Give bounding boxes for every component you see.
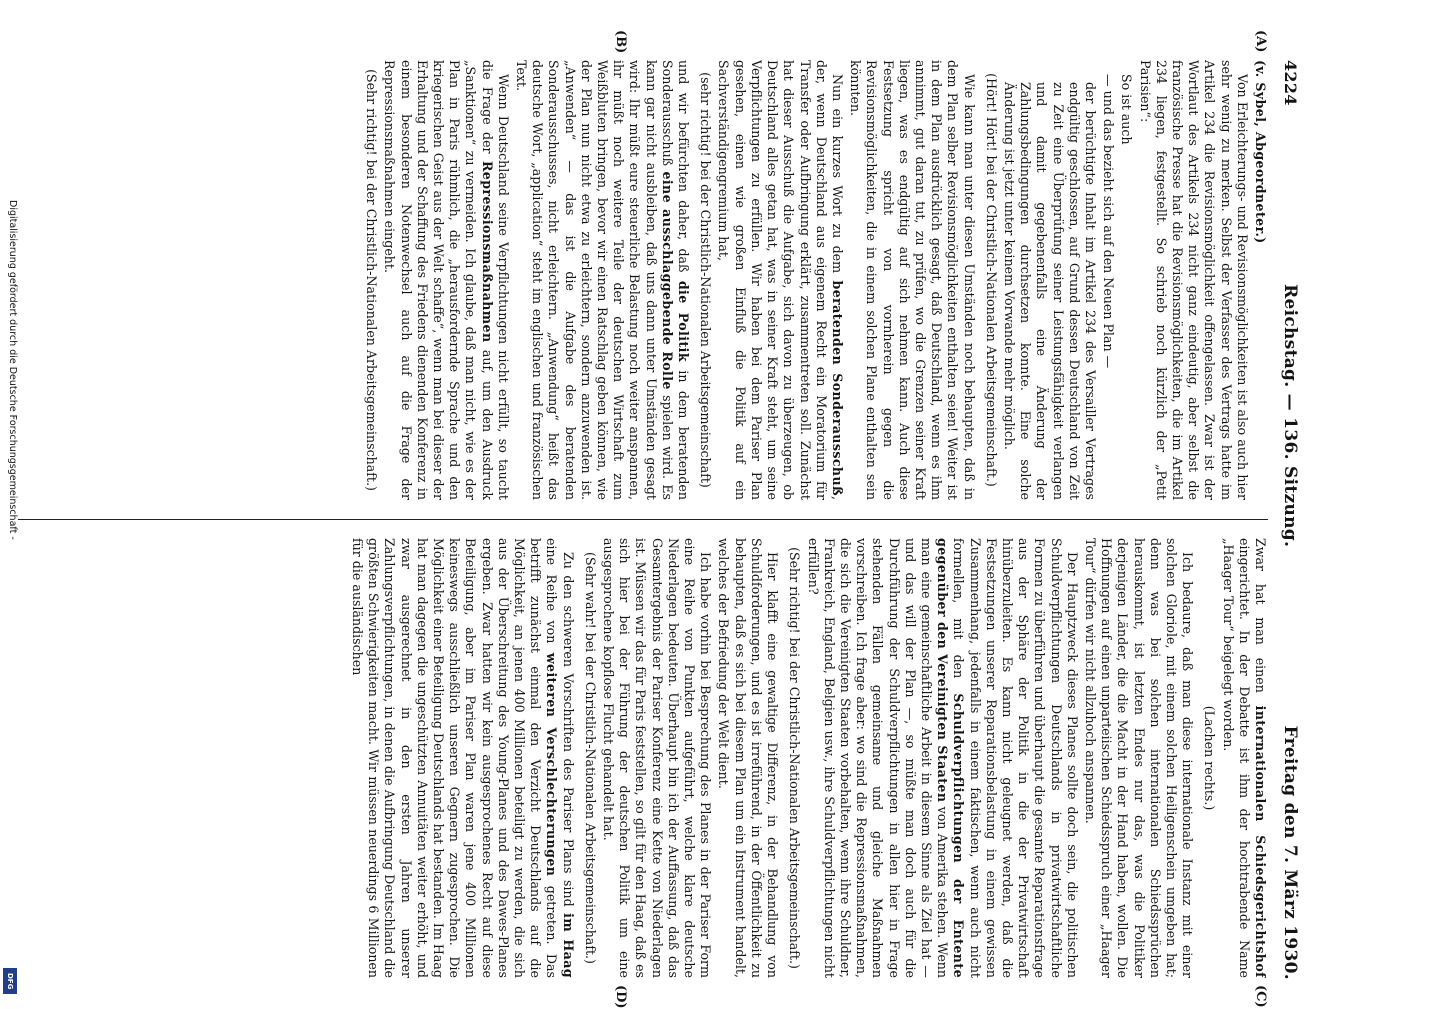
paragraph: Der Hauptzweck dieses Planes sollte doch sein, die politischen Schuldverpflichtungen Deutschlands in privatwirtschaftliche Formen zu überführen und überhaupt die gesamte Reparationsfrage aus der Sphäre der Politik in die der Privatwirtschaft hinüberzuleiten. Es kann nicht geleugnet werden, daß die Festsetzungen unserer Reparationsbelastung in einem gewissen Zusammenhang, jedenfalls in einem faktischen, wenn auch nicht formellen, mit den Schuldverpflichtungen der Entente gegenüber den Vereinigten Staaten von Amerika stehen. Wenn man eine gemeinschaftliche Arbeit in diesem Sinne als Ziel hat — und das will der Plan —, so müßte man doch auch für die Durchführung der Schuldverpflichtungen in allen hier in Frage stehenden Fällen gemeinsame und gleiche Maßnahmen vorschreiben. Ich frage aber: wo sind die Repressionsmaßnahmen, die sich die Vereinigten Staaten vorbehalten, wenn ihre Schuldner, Frankreich, England, Belgien usw., ihre Schuldverpflichtungen nicht erfüllen? — [805, 538, 1080, 978]
paragraph: Wie kann man unter diesen Umständen noch behaupten, daß in dem Plan selber Revisionsmöglichkeiten enthalten seien! Weiter ist in dem Plan ausdrücklich gesagt, daß Deutschland, wenn es ihm annimmt, gut daran tut, zu prüfen, wo die Grenzen seiner Kraft liegen, was es endgültig auf sich nehmen kann. Auch diese Festsetzung spricht von vornherein gegen die Revisionsmöglichkeiten, die in einem solchen Plane enthalten sein könnten. — [848, 60, 977, 500]
column-divider — [18, 519, 1268, 520]
margin-marker-b: (B) — [613, 30, 628, 54]
paragraph: — und das bezieht sich auf den Neuen Plan — — [1101, 74, 1117, 369]
dfg-logo: DFG — [3, 968, 17, 994]
right-column — [18, 538, 1268, 978]
margin-marker-c: (C) — [1253, 985, 1268, 1008]
text-columns — [18, 30, 1268, 1009]
paragraph: Hier klafft eine gewaltige Differenz, in der Behandlung von Schuldforderungen, und es ist irreführend, in der Öffentlichkeit zu behaupten, daß es sich bei diesem Plan um ein Instrument handelt, welches der Befriedung der Welt dient. — [716, 538, 781, 978]
header-date: Freitag den 7. März 1930. — [1280, 725, 1300, 980]
paragraph: Zwar hat man einen internationalen Schiedsgerichtshof eingerichtet. In der Debatte ist ihm der hochtrabende Name „Haager Tour“ beigelegt worden. — [1220, 538, 1268, 978]
header-session: Reichstag. — 136. Sitzung. — [1280, 284, 1300, 548]
paragraph: Von Erleichterungs- und Revisionsmöglichkeiten ist also auch hier sehr wenig zu merken. Selbst der Verfasser des Vertrags hatte im Artikel 234 die Revisionsmöglichkeit offengelassen. Zwar ist der Wortlaut des Artikels 234 nicht ganz eindeutig, aber selbst die französische Presse hat die Revisionsmöglichkeiten, die im Artikel 234 liegen, festgestellt. So schrieb noch kürzlich der „Petit Parisien“: — [1137, 60, 1250, 500]
quote-paragraph: der berüchtigte Inhalt im Artikel 234 des Versailler Vertrages endgültig geschlossen, auf Grund dessen Deutschland von Zeit zu Zeit eine Überprüfung seiner Leistungsfähigkeit verlangen und damit gegebenenfalls eine Änderung der Zahlungsbedingungen durchsetzen konnte. Eine solche Änderung ist jetzt unter keinem Vorwande mehr möglich. — [1001, 82, 1098, 500]
interjection: (Sehr wahr! bei der Christlich-Nationalen Arbeitsgemeinschaft.) — [582, 552, 598, 964]
margin-marker-a: (A) — [1253, 30, 1268, 53]
page-header — [1276, 60, 1300, 980]
interjection: (Sehr richtig! bei der Christlich-Nationalen Arbeitsgemeinschaft.) — [364, 69, 380, 491]
paragraph: Ich habe vorhin bei Besprechung des Planes in der Pariser Form eine Reihe von Punkten aufgeführt, welche klare deutsche Niederlagen bedeuten. Überhaupt bin ich der Auffassung, daß das Gesamtergebnis der Pariser Konferenz eine Kette von Niederlagen ist. Müssen wir das für Paris feststellen, so gilt für den Haag, daß es sich hier bei der Führung der deutschen Politik um eine ausgesprochene kopflose Flucht gehandelt hat. — [601, 538, 714, 978]
speaker-label: (v. Sybel, Abgeordneter.) — [1253, 60, 1268, 244]
margin-marker-d: (D) — [613, 985, 628, 1009]
interjection: (Hört! Hört! bei der Christlich-Nationalen Arbeitsgemeinschaft.) — [983, 73, 999, 487]
paragraph: Zu den schweren Vorschriften des Pariser Plans sind im Haag eine Reihe von weiteren Verschlechterungen getreten. Das betrifft zunächst einmal den Verzicht Deutschlands auf die Möglichkeit, an jenen 400 Millionen beteiligt zu werden, die sich aus der Überschreitung des Young-Planes und des Dawes-Planes ergeben. Zwar hatten wir kein ausgesprochenes Recht auf diese Beteiligung, aber im Pariser Plan waren jene 400 Millionen keineswegs ausschließlich unseren Gegnern zugesprochen. Die Möglichkeit einer Beteiligung Deutschlands hat bestanden. Im Haag hat man dagegen die ungeschützten Annuitäten weiter erhöht, und zwar ausgerechnet in den ersten Jahren unserer Zahlungsverpflichtungen, in denen die Aufbringung Deutschland die größten Schwierigkeiten macht. Wir müssen neuerdings 6 Millionen für die ausländischen — [350, 538, 576, 978]
interjection: (sehr richtig! bei der Christlich-Nationalen Arbeitsgemeinschaft) — [698, 72, 714, 488]
interjection: (Lachen rechts.) — [1202, 705, 1218, 811]
paragraph: So ist auch — [1119, 74, 1135, 145]
paragraph: Ich bedaure, daß man diese internationale Instanz mit einer solchen Gloriole, mit einem solchen Heiligenschein umgeben hat; denn was bei solchen internationalen Schiedssprüchen herauskommt, ist letzten Endes nur das, was die Politiker derjenigen Länder, die die Macht in der Hand haben, wollen. Die Hoffnungen auf einen unparteiischen Schiedsspruch einer „Haager Tour“ dürfen wir nicht allzuhoch anspannen. — [1082, 538, 1196, 978]
page-number: 4224 — [1281, 60, 1300, 106]
paragraph: und wir befürchten daher, daß die Politik in dem beratenden Sonderausschuß eine ausschlaggebende Rolle spielen wird. Es kann gar nicht ausbleiben, daß uns dann unter Umständen gesagt wird: Ihr müßt eure steuerliche Belastung noch weiter anspannen, ihr müßt noch weitere Teile der deutschen Wirtschaft zum Weißbluten bringen, bevor wir einen Ratschlag geben können, wie der Plan nun nicht etwa zu erleichtern, sondern anzuwenden ist. „Anwenden“ — das ist die Aufgabe des beratenden Sonderausschusses, nicht erleichtern. „Anwendung“ heißt das deutsche Wort, „application“ steht im englischen und französischen Text. — [514, 60, 692, 500]
credit-text: Digitalisierung gefördert durch die Deutsche Forschungsgemeinschaft - — [7, 200, 18, 540]
paragraph: Wenn Deutschland seine Verpflichtungen nicht erfüllt, so taucht die Frage der Repressionsmaßnahmen auf, um den Ausdruck „Sanktionen“ zu vermeiden. Ich glaube, daß man nicht, wie es der Plan in Paris rühmlich, die „herausfordernde Sprache und den kriegerischen Geist aus der Welt schaffe“, wenn man bei dieser der Erhaltung und der Schaffung des Friedens dienenden Konferenz in einem besonderen Notenwechsel auch auf die Frage der Repressionsmaßnahmen eingeht. — [382, 60, 511, 500]
left-column — [18, 60, 1268, 500]
digitization-credit — [4, 200, 18, 1000]
paragraph: Nun ein kurzes Wort zu dem beratenden Sonderausschuß, der, wenn Deutschland aus eigenem Recht ein Moratorium für Transfer oder Aufbringung erklärt, zusammentreten soll. Zunächst hat dieser Ausschuß die Aufgabe, sich davon zu überzeugen, ob Deutschland alles getan hat, was in seiner Kraft steht, um seine Verpflichtungen zu erfüllen. Wir haben bei dem Pariser Plan gesehen, einen wie großen Einfluß die Politik auf ein Sachverständigengremium hat, — [716, 60, 845, 500]
interjection: (Sehr richtig! bei der Christlich-Nationalen Arbeitsgemeinschaft.) — [787, 547, 803, 969]
